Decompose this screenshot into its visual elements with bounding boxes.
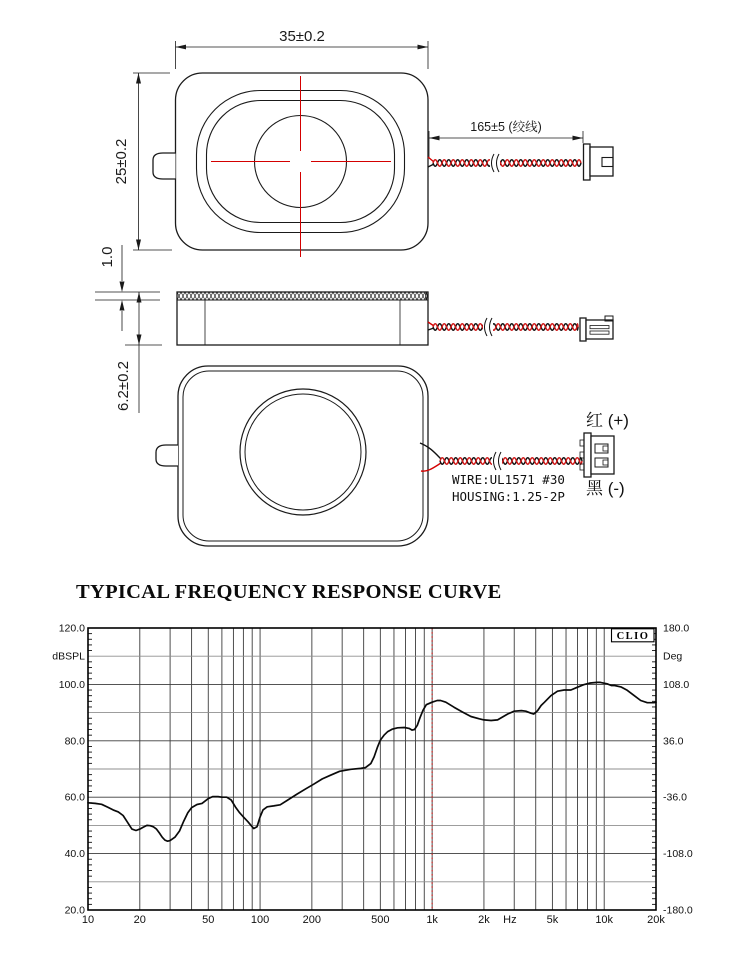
depth-dimension-label: 6.2±0.2 (115, 361, 132, 411)
gasket-dimension-label: 1.0 (99, 246, 116, 268)
wire-length-label: 165±5 (绞线) (470, 120, 542, 134)
y-left-tick-label: 80.0 (64, 735, 85, 748)
magnet-inner (245, 394, 361, 510)
chart-axis-labels (52, 623, 693, 927)
twisted-wire-top (433, 154, 581, 172)
speaker-top-view (153, 73, 428, 257)
polarity-positive-label: 红 (+) (586, 411, 629, 430)
x-tick-label: 2k (478, 914, 490, 926)
x-tick-label: 5k (546, 914, 559, 926)
mounting-tab (153, 153, 176, 179)
x-tick-label: 100 (250, 914, 270, 926)
x-tick-label: 50 (202, 914, 215, 926)
wire-lead (421, 463, 441, 471)
wire-length-dimension (429, 119, 583, 158)
magnet-outer (240, 389, 366, 515)
y-right-tick-label: 36.0 (663, 735, 684, 748)
y-right-tick-label: -180.0 (663, 904, 693, 917)
polarity-negative-label: 黑 (-) (586, 479, 625, 498)
y-left-tick-label: 60.0 (64, 791, 85, 804)
twisted-wire-side (433, 318, 578, 336)
spl-response-curve (88, 682, 656, 841)
clio-logo (612, 629, 655, 642)
twisted-wire-back (440, 452, 582, 470)
x-tick-label: 10 (81, 914, 95, 926)
x-tick-label: 20 (133, 914, 146, 926)
back-outline-outer (178, 366, 428, 546)
connector-back-view (580, 433, 614, 477)
connector-side-view (580, 316, 613, 341)
x-tick-label: 500 (371, 914, 390, 926)
speaker-back-view (156, 366, 428, 546)
y-right-tick-label: -108.0 (663, 848, 693, 861)
y-right-tick-label: 108.0 (663, 678, 690, 691)
x-tick-label: 20k (647, 914, 665, 926)
y-left-tick-label: 120.0 (58, 622, 85, 635)
frequency-response-section (52, 581, 693, 926)
mounting-tab (156, 445, 178, 466)
x-tick-label: Hz (503, 914, 517, 926)
y-right-tick-label: 180.0 (663, 622, 690, 635)
height-dimension-label: 25±0.2 (113, 138, 130, 185)
speaker-side-view (177, 292, 428, 345)
wire-spec-line1: WIRE:UL1571 #30 (452, 472, 565, 487)
mechanical-drawing (95, 28, 629, 546)
y-left-axis-unit: dBSPL (52, 650, 85, 663)
y-right-tick-label: -36.0 (663, 791, 687, 804)
x-tick-label: 1k (426, 914, 438, 926)
y-left-tick-label: 20.0 (64, 904, 85, 917)
chart-grid (88, 628, 656, 910)
y-right-axis-unit: Deg (663, 650, 683, 663)
chart-title: TYPICAL FREQUENCY RESPONSE CURVE (76, 581, 502, 603)
centerline-cross (211, 76, 391, 257)
gasket-dimension (95, 245, 160, 331)
x-tick-label: 10k (595, 914, 614, 926)
x-tick-label: 200 (302, 914, 322, 926)
connector-top-view (584, 144, 614, 180)
y-left-tick-label: 100.0 (58, 678, 85, 691)
y-left-tick-label: 40.0 (64, 848, 85, 861)
gasket-hatch (177, 292, 428, 300)
width-dimension (176, 28, 429, 69)
wire-spec-line2: HOUSING:1.25-2P (452, 489, 565, 504)
clio-logo-text: CLIO (616, 630, 650, 642)
width-dimension-label: 35±0.2 (279, 28, 325, 45)
